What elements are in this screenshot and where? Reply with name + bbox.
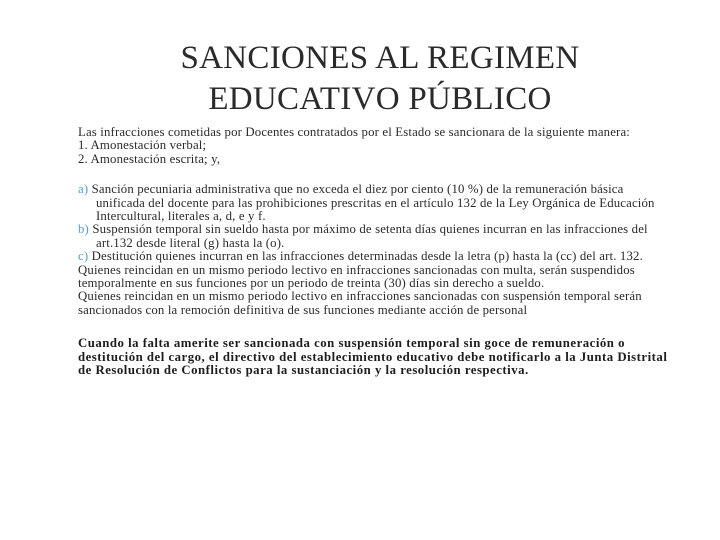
item-text: Sanción pecuniaria administrativa que no exceda el diez por ciento (10 %) de la remuneración básica unificada del docente para las prohibiciones prescritas en el artículo 132 de la Ley Orgánica de Educación Intercultural, literales a, d, e y f. <box>91 182 655 224</box>
item-marker: a) <box>78 182 89 197</box>
item-marker: c) <box>78 249 89 264</box>
intro-item-1: 1. Amonestación verbal; <box>78 138 207 153</box>
closing-paragraph: Cuando la falta amerite ser sancionada con suspensión temporal sin goce de remuneración o destitución del cargo, el directivo del establecimiento educativo debe notificarlo a la Junta Distrital de Resolución de Conflictos para la sustanciación y la resolución respectiva. <box>78 336 668 378</box>
sanction-item-b <box>78 223 668 250</box>
title-line-2: EDUCATIVO PÚBLICO <box>208 81 552 117</box>
item-text: Destitución quienes incurran en las infracciones determinadas desde la letra (p) hasta la (cc) del art. 132. <box>91 249 643 264</box>
slide-title <box>80 38 680 120</box>
item-marker: b) <box>78 222 89 237</box>
sanction-item-a <box>78 183 668 223</box>
title-line-1: SANCIONES AL REGIMEN <box>180 40 580 76</box>
reincidence-paragraph-2: Quienes reincidan en un mismo periodo lectivo en infracciones sancionadas con suspensión temporal serán sancionados con la remoción definitiva de sus funciones mediante acción de personal <box>78 289 642 317</box>
item-text: Suspensión temporal sin sueldo hasta por máximo de setenta días quienes incurran en las infracciones del art.132 desde literal (g) hasta la (o). <box>92 222 648 250</box>
intro-item-2: 2. Amonestación escrita; y, <box>78 151 221 166</box>
reincidence-paragraph-1: Quienes reincidan en un mismo periodo lectivo en infracciones sancionadas con multa, serán suspendidos temporalmente en sus funciones por un periodo de treinta (30) días sin derecho a sueldo. <box>78 262 635 291</box>
intro-text: Las infracciones cometidas por Docentes contratados por el Estado se sancionara de la siguiente manera: <box>78 125 630 139</box>
sanction-item-c <box>78 250 668 263</box>
slide-body <box>78 126 668 378</box>
left-accent-bar <box>0 0 18 540</box>
